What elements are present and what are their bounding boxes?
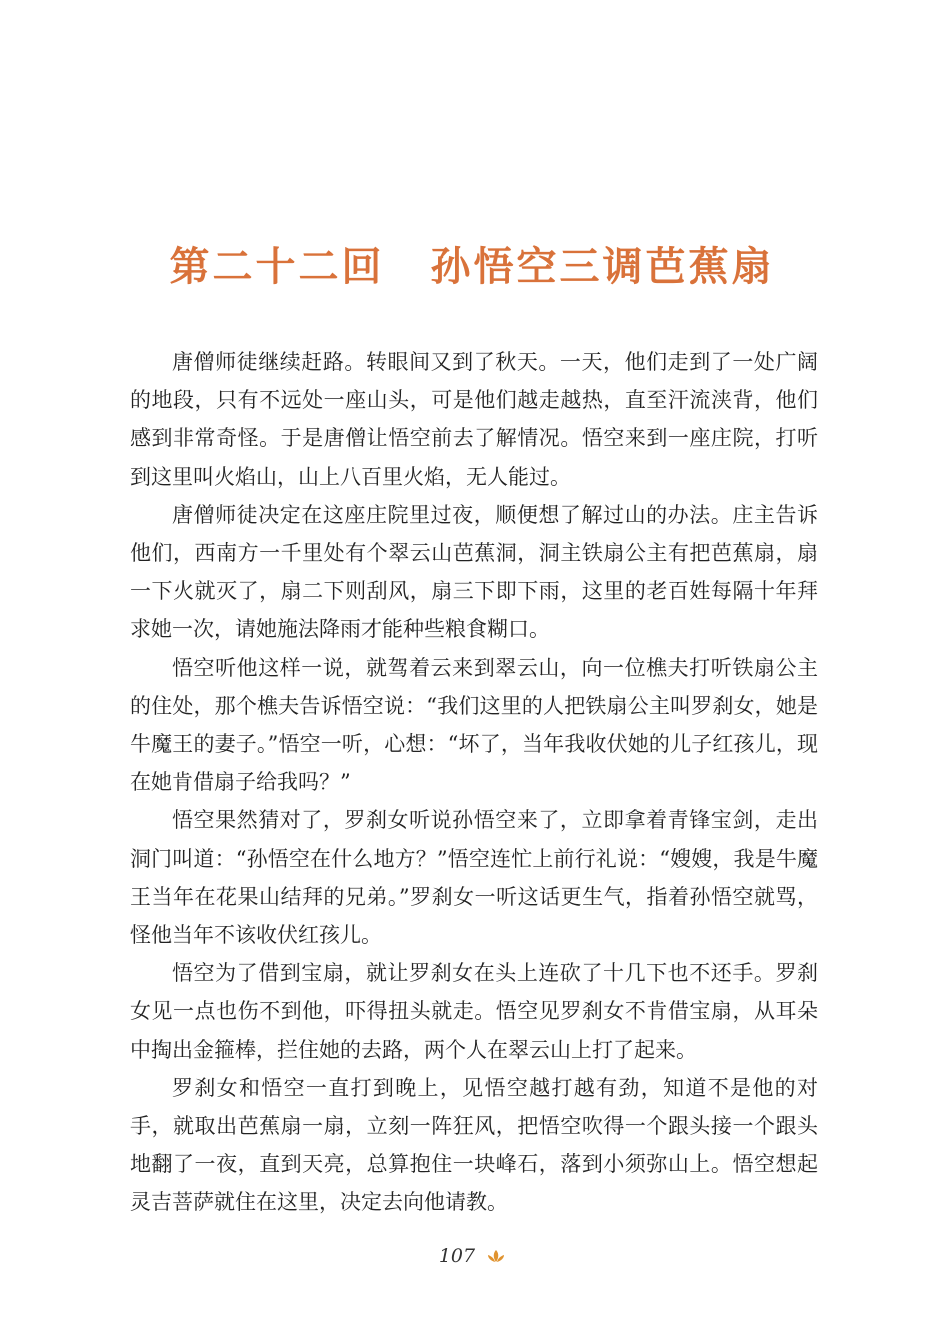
paragraph: 唐僧师徒决定在这座庄院里过夜，顺便想了解过山的办法。庄主告诉他们，西南方一千里处有个翠云山芭蕉洞，洞主铁扇公主有把芭蕉扇，扇一下火就灭了，扇二下则刮风，扇三下即下雨，这里的老百姓每隔十年拜求她一次，请她施法降雨才能种些粮食糊口。 [130, 502, 818, 642]
leaf-ornament-icon [487, 1246, 505, 1268]
chapter-body [130, 343, 818, 1222]
paragraph: 悟空听他这样一说，就驾着云来到翠云山，向一位樵夫打听铁扇公主的住处，那个樵夫告诉悟空说：“我们这里的人把铁扇公主叫罗刹女，她是牛魔王的妻子。”悟空一听，心想：“坏了，当年我收伏她的儿子红孩儿，现在她肯借扇子给我吗？” [130, 655, 818, 795]
chapter-title [0, 235, 944, 292]
paragraph: 唐僧师徒继续赶路。转眼间又到了秋天。一天，他们走到了一处广阔的地段，只有不远处一座山头，可是他们越走越热，直至汗流浃背，他们感到非常奇怪。于是唐僧让悟空前去了解情况。悟空来到一座庄院，打听到这里叫火焰山，山上八百里火焰，无人能过。 [130, 350, 818, 489]
paragraph: 罗刹女和悟空一直打到晚上，见悟空越打越有劲，知道不是他的对手，就取出芭蕉扇一扇，立刻一阵狂风，把悟空吹得一个跟头接一个跟头地翻了一夜，直到天亮，总算抱住一块峰石，落到小须弥山上。悟空想起灵吉菩萨就住在这里，决定去向他请教。 [130, 1075, 818, 1215]
chapter-name: 孙悟空三调芭蕉扇 [430, 242, 775, 290]
paragraph: 悟空为了借到宝扇，就让罗刹女在头上连砍了十几下也不还手。罗刹女见一点也伤不到他，吓得扭头就走。悟空见罗刹女不肯借宝扇，从耳朵中掏出金箍棒，拦住她的去路，两个人在翠云山上打了起来。 [130, 961, 818, 1062]
page-number: 107 [438, 1245, 476, 1267]
page-footer [0, 1245, 944, 1268]
paragraph: 悟空果然猜对了，罗刹女听说孙悟空来了，立即拿着青锋宝剑，走出洞门叫道：“孙悟空在什么地方？”悟空连忙上前行礼说：“嫂嫂，我是牛魔王当年在花果山结拜的兄弟。”罗刹女一听这话更生气，指着孙悟空就骂，怪他当年不该收伏红孩儿。 [130, 808, 818, 948]
chapter-number: 第二十二回 [169, 242, 385, 290]
